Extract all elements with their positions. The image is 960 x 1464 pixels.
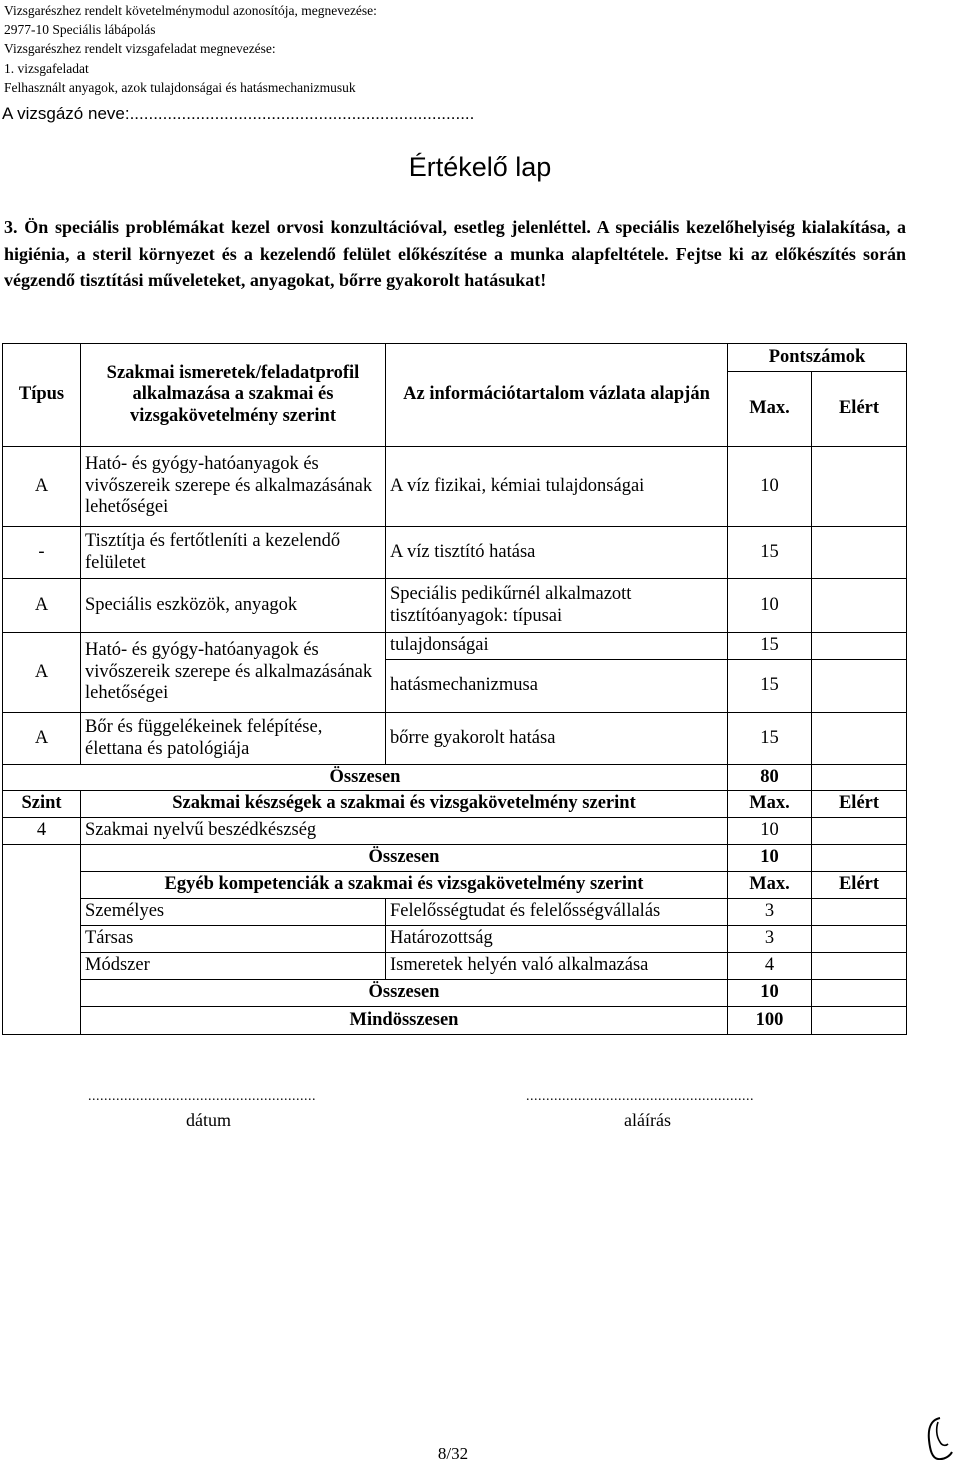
- grand-total-max: 100: [728, 1007, 812, 1035]
- total-max: 80: [728, 765, 812, 791]
- col-profile-header: Szakmai ismeretek/feladatprofil alkalmazása a szakmai és vizsgakövetelmény szerint: [81, 344, 386, 447]
- competence-total-max: 10: [728, 980, 812, 1007]
- table-row: [3, 926, 907, 953]
- competence-category: Módszer: [81, 953, 386, 980]
- row-info: A víz fizikai, kémiai tulajdonságai: [386, 447, 728, 527]
- total-achieved-cell[interactable]: [812, 765, 907, 791]
- points-header: Pontszámok: [728, 344, 907, 372]
- competence-total-label: Összesen: [81, 980, 728, 1007]
- table-row: [3, 447, 907, 527]
- row-profile: Speciális eszközök, anyagok: [81, 579, 386, 633]
- signature-label: aláírás: [624, 1110, 671, 1130]
- row-max: 15: [728, 660, 812, 713]
- skill-level: 4: [3, 818, 81, 845]
- module-name: 2977-10 Speciális lábápolás: [4, 22, 156, 38]
- competence-achieved-header: Elért: [812, 872, 907, 899]
- table-row: [3, 713, 907, 765]
- task-description: 3. Ön speciális problémákat kezel orvosi konzultációval, esetleg jelenléttel. A speciális kezelőhelyiség kialakítása, a higiénia, a steril környezet és a kezelendő felület előkészítése a munka alapfeltétele. Fejtse ki az előkészítés során végzendő tisztítási műveleteket, anyagokat, bőrre gyakorolt hatásukat!: [4, 217, 906, 290]
- table-row: [3, 527, 907, 579]
- row-profile: Ható- és gyógy-hatóanyagok és vivőszereik szerepe és alkalmazásának lehetőségei: [81, 633, 386, 713]
- total-row: [3, 765, 907, 791]
- page-title: Értékelő lap: [408, 152, 552, 182]
- competence-category: Személyes: [81, 899, 386, 926]
- competence-achieved-cell[interactable]: [812, 899, 907, 926]
- grand-total-achieved-cell[interactable]: [812, 1007, 907, 1035]
- row-type: -: [3, 527, 81, 579]
- competence-max: 3: [728, 926, 812, 953]
- competence-category: Társas: [81, 926, 386, 953]
- row-profile: Tisztítja és fertőtleníti a kezelendő felületet: [81, 527, 386, 579]
- row-type: A: [3, 579, 81, 633]
- row-achieved-cell[interactable]: [812, 579, 907, 633]
- task-number: 1. vizsgafeladat: [4, 60, 89, 76]
- table-row: [3, 633, 907, 660]
- row-max: 15: [728, 633, 812, 660]
- total-row: [3, 980, 907, 1007]
- row-info: bőrre gyakorolt hatása: [386, 713, 728, 765]
- competence-name: Felelősségtudat és felelősségvállalás: [386, 899, 728, 926]
- skills-header: Szakmai készségek a szakmai és vizsgakövetelmény szerint: [81, 791, 728, 818]
- grand-total-row: [3, 1007, 907, 1035]
- skills-max-header: Max.: [728, 791, 812, 818]
- skill-achieved-cell[interactable]: [812, 818, 907, 845]
- skills-table: [2, 790, 907, 1035]
- skill-max: 10: [728, 818, 812, 845]
- scoring-table: [2, 343, 907, 791]
- total-label: Összesen: [3, 765, 728, 791]
- task-name: Felhasznált anyagok, azok tulajdonságai és hatásmechanizmusuk: [4, 79, 356, 95]
- candidate-name-line[interactable]: A vizsgázó neve:.........................................................................: [2, 104, 475, 123]
- row-max: 15: [728, 527, 812, 579]
- grand-total-label: Mindösszesen: [81, 1007, 728, 1035]
- date-line[interactable]: .........................................................: [88, 1089, 316, 1104]
- skills-total-label: Összesen: [81, 845, 728, 872]
- row-max: 15: [728, 713, 812, 765]
- row-info: Speciális pedikűrnél alkalmazott tisztítóanyagok: típusai: [386, 579, 728, 633]
- module-label: Vizsgarészhez rendelt követelménymodul azonosítója, megnevezése:: [4, 3, 377, 18]
- competence-header: Egyéb kompetenciák a szakmai és vizsgakövetelmény szerint: [81, 872, 728, 899]
- table-row: [3, 579, 907, 633]
- row-achieved-cell[interactable]: [812, 633, 907, 660]
- total-row: [3, 845, 907, 872]
- row-max: 10: [728, 579, 812, 633]
- competence-name: Határozottság: [386, 926, 728, 953]
- competence-max: 3: [728, 899, 812, 926]
- row-info: hatásmechanizmusa: [386, 660, 728, 713]
- col-achieved-header: Elért: [812, 372, 907, 447]
- signature-line[interactable]: .........................................................: [526, 1089, 754, 1104]
- col-max-header: Max.: [728, 372, 812, 447]
- row-achieved-cell[interactable]: [812, 527, 907, 579]
- table-row: [3, 953, 907, 980]
- date-label: dátum: [186, 1110, 231, 1130]
- page-number: 8/32: [437, 1444, 469, 1463]
- skills-achieved-header: Elért: [812, 791, 907, 818]
- row-achieved-cell[interactable]: [812, 713, 907, 765]
- document-header: [4, 1, 377, 97]
- task-label: Vizsgarészhez rendelt vizsgafeladat megnevezése:: [4, 41, 276, 57]
- competence-achieved-cell[interactable]: [812, 953, 907, 980]
- col-info-header: Az információtartalom vázlata alapján: [386, 344, 728, 447]
- row-profile: Ható- és gyógy-hatóanyagok és vivőszereik szerepe és alkalmazásának lehetőségei: [81, 447, 386, 527]
- table-row: [3, 818, 907, 845]
- competence-max-header: Max.: [728, 872, 812, 899]
- col-type-header: Típus: [3, 344, 81, 447]
- competence-name: Ismeretek helyén való alkalmazása: [386, 953, 728, 980]
- row-info: A víz tisztító hatása: [386, 527, 728, 579]
- competence-achieved-cell[interactable]: [812, 926, 907, 953]
- row-achieved-cell[interactable]: [812, 447, 907, 527]
- competence-total-achieved-cell[interactable]: [812, 980, 907, 1007]
- row-profile: Bőr és függelékeinek felépítése, élettana és patológiája: [81, 713, 386, 765]
- skill-label: Szakmai nyelvű beszédkészség: [81, 818, 728, 845]
- competence-max: 4: [728, 953, 812, 980]
- row-achieved-cell[interactable]: [812, 660, 907, 713]
- row-type: A: [3, 713, 81, 765]
- row-type: A: [3, 633, 81, 713]
- skills-total-achieved-cell[interactable]: [812, 845, 907, 872]
- row-max: 10: [728, 447, 812, 527]
- level-header: Szint: [3, 791, 81, 818]
- skills-total-max: 10: [728, 845, 812, 872]
- row-type: A: [3, 447, 81, 527]
- row-info: tulajdonságai: [386, 633, 728, 660]
- logo-icon: [924, 1416, 954, 1460]
- table-row: [3, 899, 907, 926]
